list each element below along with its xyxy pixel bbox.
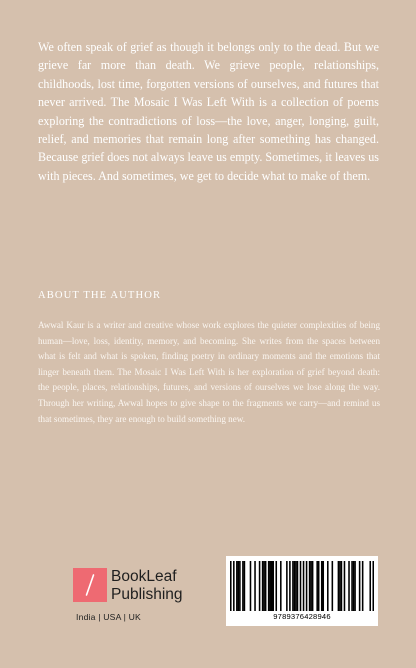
barcode-bar [269, 561, 271, 611]
publisher-logo [71, 567, 191, 631]
barcode-bar [344, 561, 346, 611]
barcode-bar [318, 561, 320, 611]
barcode-bar [354, 561, 356, 611]
about-author-heading: ABOUT THE AUTHOR [38, 290, 162, 301]
barcode-bar [300, 561, 302, 611]
barcode-bar [263, 561, 265, 611]
barcode-bar [338, 561, 340, 611]
publisher-name-line2: Publishing [111, 586, 183, 603]
barcode-bar [310, 561, 312, 611]
barcode-bar [292, 561, 294, 611]
barcode-bar [271, 561, 273, 611]
barcode-bar [339, 561, 341, 611]
barcode-bar [322, 561, 324, 611]
barcode-bar [239, 561, 241, 611]
publisher-regions: India | USA | UK [76, 612, 141, 622]
barcode-bar [309, 561, 311, 611]
barcode-bar [259, 561, 261, 611]
barcode-icon [230, 561, 374, 611]
barcode-bar [362, 561, 364, 611]
barcode-bar [275, 561, 277, 611]
barcode-bar [353, 561, 355, 611]
barcode-bar [294, 561, 296, 611]
book-blurb: We often speak of grief as though it belongs only to the dead. But we grieve far more than death. We grieve people, relationships, childhoods, lost time, forgotten versions of ourselves, and futures that never arrived. The Mosaic I Was Left With is a collection of poems exploring the contradictions of loss—the love, anger, longing, guilt, relief, and memories that remain long after something has changed. Because grief does not always leave us empty. Sometimes, it leaves us with pieces. And sometimes, we get to decide what to make of them. [38, 40, 379, 183]
barcode-bar [359, 561, 361, 611]
barcode-bar [332, 561, 334, 611]
barcode-bar [236, 561, 238, 611]
barcode-bar [268, 561, 270, 611]
barcode-bar [303, 561, 305, 611]
barcode-bar [351, 561, 353, 611]
barcode-bar [321, 561, 323, 611]
barcode-bar [369, 561, 371, 611]
barcode-bar [289, 561, 291, 611]
barcode-bar [242, 561, 244, 611]
barcode-bar [316, 561, 318, 611]
barcode-bar [265, 561, 267, 611]
barcode-bar [280, 561, 282, 611]
publisher-logo-mark [73, 568, 107, 602]
isbn-number: 9789376428946 [273, 612, 331, 621]
barcode-bar [348, 561, 350, 611]
barcode-bar [272, 561, 274, 611]
barcode-bar [306, 561, 308, 611]
barcode-bar [230, 561, 232, 611]
publisher-name-line1: BookLeaf [111, 568, 177, 585]
barcode-bar [254, 561, 256, 611]
barcode-bar [295, 561, 297, 611]
barcode-bar [233, 561, 235, 611]
slash-icon [73, 568, 107, 602]
barcode-bar [286, 561, 288, 611]
barcode-bar [238, 561, 240, 611]
barcode-bar [372, 561, 374, 611]
isbn-barcode [226, 556, 378, 626]
barcode-bar [250, 561, 252, 611]
barcode-bar [262, 561, 264, 611]
barcode-bar [244, 561, 246, 611]
barcode-bar [312, 561, 314, 611]
author-bio: Awwal Kaur is a writer and creative whose work explores the quieter complexities of being human—love, loss, identity, memory, and becoming. She writes from the spaces between what is felt and what is spoken, finding poetry in ordinary moments and the emotions that linger beneath them. The Mosaic I Was Left With is her exploration of grief beyond death: the people, places, relationships, futures, and versions of ourselves we lose along the way. Through her writing, Awwal hopes to give shape to the fragments we carry—and remind us that sometimes, they are enough to build something new. [38, 320, 380, 424]
barcode-bar [327, 561, 329, 611]
barcode-bar [297, 561, 299, 611]
barcode-bar [341, 561, 343, 611]
